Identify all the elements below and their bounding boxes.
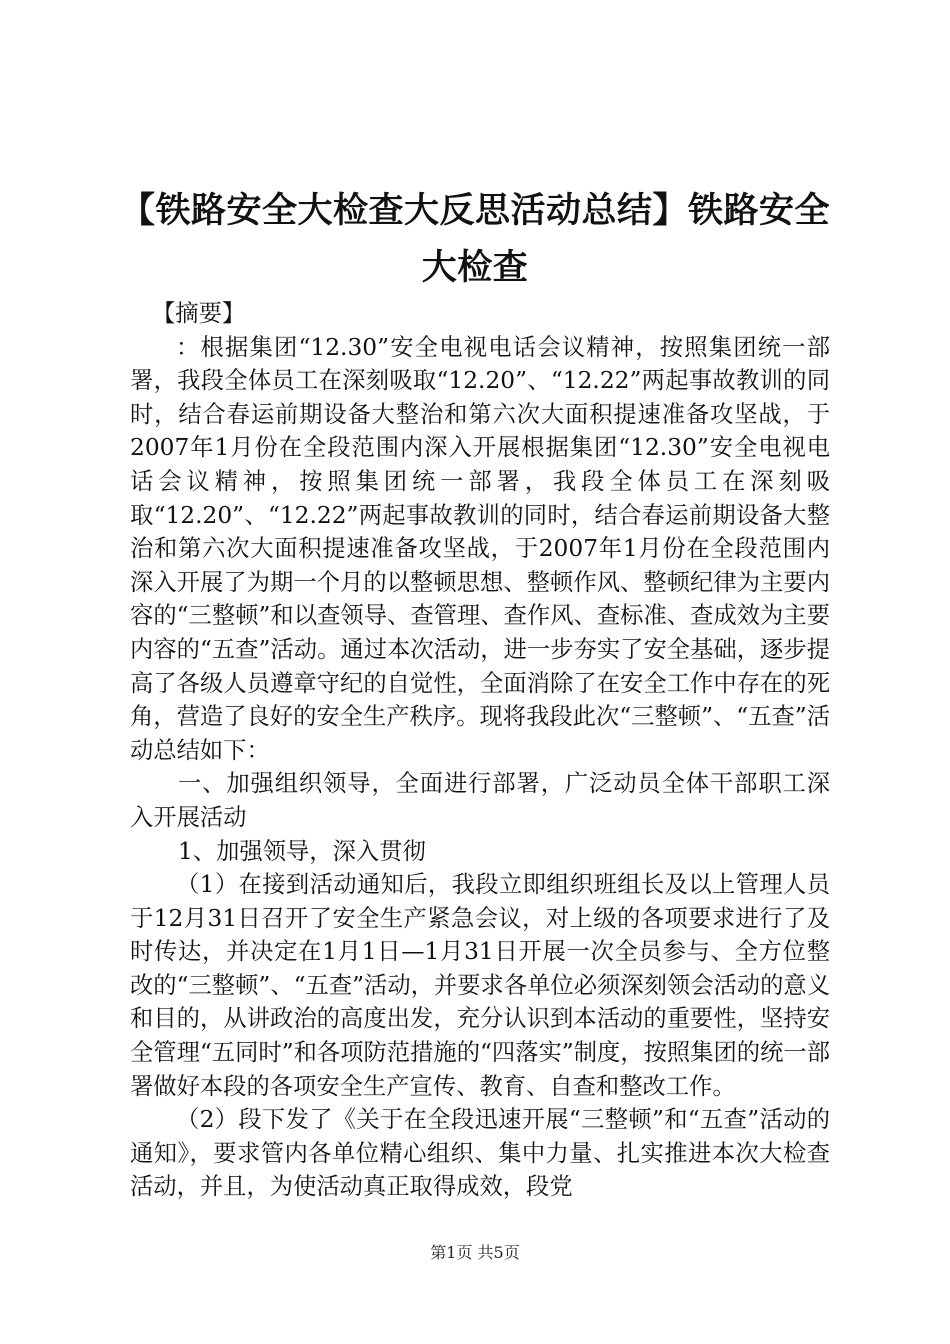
page-footer: 第1页 共5页 [430,1243,520,1262]
document-body [130,297,830,1204]
document-title: 【铁路安全大检查大反思活动总结】铁路安全大检查 [119,190,830,288]
paragraph-item-2: （2）段下发了《关于在全段迅速开展“三整顿”和“五查”活动的通知》，要求管内各单位精心组织、集中力量、扎实推进本次大检查活动，并且，为使活动真正取得成效，段党 [130,1106,830,1201]
abstract-label: 【摘要】 [152,300,246,327]
subsection-heading-1-1: 1、加强领导，深入贯彻 [178,837,426,865]
paragraph-item-1: （1）在接到活动通知后，我段立即组织班组长及以上管理人员于12月31日召开了安全生产紧急会议，对上级的各项要求进行了及时传达，并决定在1月1日—1月31日开展一次全员参与、全方位整改的“三整顿”、“五查”活动，并要求各单位必须深刻领会活动的意义和目的，从讲政治的高度出发，充分认识到本活动的重要性，坚持安全管理“五同时”和各项防范措施的“四落实”制度，按照集团的统一部署做好本段的各项安全生产宣传、教育、自查和整改工作。 [130,871,830,1100]
section-heading-1: 一、加强组织领导，全面进行部署，广泛动员全体干部职工深入开展活动 [130,770,830,831]
paragraph-abstract: ：根据集团“12.30”安全电视电话会议精神，按照集团统一部署，我段全体员工在深刻吸取“12.20”、“12.22”两起事故教训的同时，结合春运前期设备大整治和第六次大面积提速准备攻坚战，于2007年1月份在全段范围内深入开展根据集团“12.30”安全电视电话会议精神，按照集团统一部署，我段全体员工在深刻吸取“12.20”、“12.22”两起事故教训的同时，结合春运前期设备大整治和第六次大面积提速准备攻坚战，于2007年1月份在全段范围内深入开展了为期一个月的以整顿思想、整顿作风、整顿纪律为主要内容的“三整顿”和以查领导、查管理、查作风、查标准、查成效为主要内容的“五查”活动。通过本次活动，进一步夯实了安全基础，逐步提高了各级人员遵章守纪的自觉性，全面消除了在安全工作中存在的死角，营造了良好的安全生产秩序。现将我段此次“三整顿”、“五查”活动总结如下： [130,333,830,764]
